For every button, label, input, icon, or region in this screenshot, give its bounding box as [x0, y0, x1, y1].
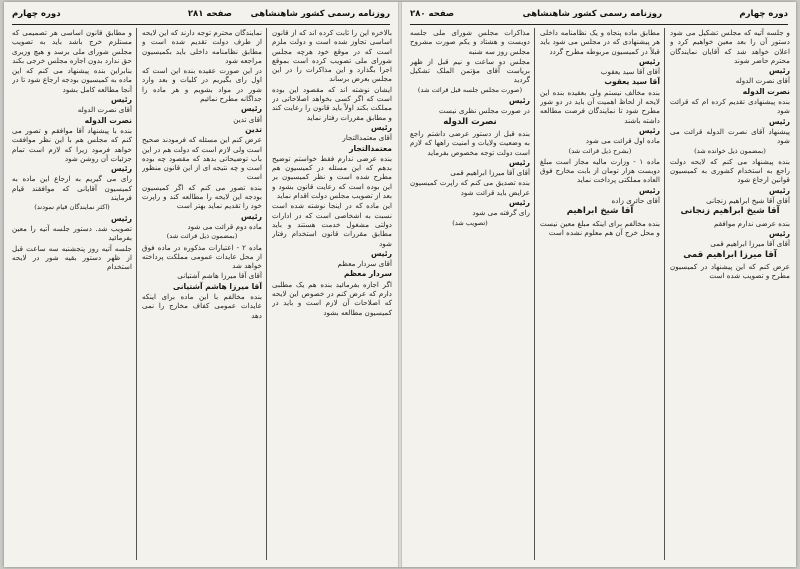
paragraph: بنده مخالفم برای اینکه مبلغ معین نیست و محل خرج آن هم معلوم نشده است [540, 218, 660, 237]
stage-note: (بشرح ذیل قرائت شد) [568, 146, 632, 155]
paragraph: بالاخره این را ثابت کرده اند که از قانون اساسی تجاوز شده است و دولت ملزم است که در موقع خود هرچه مجلس شورای ملی تصویب کرده است بموقع اجرا بگذارد و این مذاکرات را در این مجلس بعرض برساند [272, 28, 392, 84]
newspaper-spread [4, 2, 796, 567]
stage-note: (بمضمون ذیل قرائت شد) [166, 232, 238, 241]
paragraph: بنابراین بنده پیشنهاد می کنم که این ماده به کمیسیون بودجه ارجاع شود تا در آنجا مطالعه کامل بشود [12, 66, 132, 94]
header-session-title: دوره چهارم [12, 9, 61, 19]
speaker-label: رئیس [508, 157, 530, 167]
paragraph: آقای آقا سید یعقوب [600, 67, 660, 77]
stage-note: (تصویب شد) [452, 218, 488, 227]
paragraph: رای می گیریم به ارجاع این ماده به کمیسیون آقایانی که موافقند قیام فرمایند [12, 174, 132, 203]
paragraph: آقای تدین [233, 114, 262, 124]
paragraph: بنده عرضی ندارم فقط خواستم توضیح بدهم که این مسئله در کمیسیون هم مطرح شده است و نظر کمیسیون بر این بوده است که رعایت قانون بشود و بعد از تصویب مجلس دولت اقدام نماید [272, 153, 392, 201]
speaker-heading: آقا شیخ ابراهیم زنجانی [680, 206, 780, 217]
paragraph: مجلس دو ساعت و نیم قبل از ظهر بریاست آقای مؤتمن الملک تشکیل گردید [410, 56, 530, 85]
stage-note: (صورت مجلس جلسه قبل قرائت شد) [417, 85, 523, 94]
paragraph: تصویب شد. دستور جلسه آتیه را معین بفرمائید [12, 223, 132, 243]
paragraph: عرض کنم که این پیشنهاد در کمیسیون مطرح و تصویب شده است [670, 261, 790, 281]
paragraph: بنده مخالف نیستم ولی بعقیده بنده این لایحه از لحاظ اهمیت آن باید در دو شور مطرح شود تا نمایندگان فرصت مطالعه داشته باشند [540, 87, 660, 125]
paragraph: آقای آقا میرزا ابراهیم قمی [710, 239, 790, 249]
page-header [410, 9, 788, 23]
paragraph: آقای حائری زاده [611, 196, 660, 206]
right-page [402, 2, 796, 567]
paragraph: نمایندگان محترم توجه دارند که این لایحه از طرف دولت تقدیم شده است و مطابق نظامنامه داخلی باید بکمیسیون مراجعه شود [142, 28, 262, 65]
paragraph: جلسه آتیه روز پنجشنبه سه ساعت قبل از ظهر دستور بقیه شور در لایحه استخدام [12, 243, 132, 272]
header-journal-title: روزنامه رسمی کشور شاهنشاهی [522, 9, 662, 19]
paragraph: بنده پیشنهاد می کنم که لایحه دولت راجع به استخدام کشوری به کمیسیون قوانین ارجاع شود [670, 156, 790, 185]
paragraph: بنده عرضی ندارم موافقم [713, 218, 790, 228]
paragraph: ماده دوم قرائت می شود [187, 221, 262, 231]
paragraph: بنده با پیشنهاد آقا موافقم و تصور می کنم که مجلس هم با این نظر موافقت خواهد فرمود زیرا که لازم است تمام جزئیات آن روشن شود [12, 125, 132, 163]
paragraph: بنده تصور می کنم که اگر کمیسیون بودجه این لایحه را مطالعه کند و راپرت خود را تقدیم نماید بهتر است [142, 182, 262, 211]
speaker-label: آقا میرزا هاشم آشتیانی [172, 281, 262, 291]
text-column-1 [670, 28, 790, 560]
paragraph: ایشان نوشته اند که مقصود این بوده است که اگر کسی بخواهد اصلاحاتی در مملکت بکند اولاً باید قانون را رعایت کند و مطابق مقررات رفتار نماید [272, 84, 392, 122]
paragraph: در این صورت عقیده بنده این است که اول رای بگیریم در کلیات و بعد وارد شور در مواد بشویم و هر ماده را جداگانه مطرح نمائیم [142, 66, 262, 104]
speaker-label: رئیس [768, 185, 790, 195]
speaker-label: رئیس [240, 104, 262, 114]
paragraph: آقای نصرت الدوله [735, 76, 790, 86]
paragraph: آقای سردار معظم [337, 259, 392, 269]
paragraph: این ماده که در اینجا نوشته شده است نسبت به اشخاصی است که در ادارات دولتی مشغول خدمت هستند و باید مطابق مقررات قانون استخدام رفتار شود [272, 201, 392, 248]
speaker-label: سردار معظم [343, 269, 392, 279]
paragraph: و جلسه آتیه که مجلس تشکیل می شود دستور آن را بعد معین خواهیم کرد و اعلان خواهد شد که آقایان نمایندگان محترم حاضر شوند [670, 28, 790, 65]
speaker-label: تدین [245, 124, 262, 134]
speaker-heading: نصرت الدوله [443, 116, 497, 127]
paragraph: آقای آقا شیخ ابراهیم زنجانی [706, 196, 790, 206]
paragraph: آقای آقا میرزا ابراهیم قمی [450, 168, 530, 178]
speaker-label: رئیس [638, 56, 660, 66]
left-page [4, 2, 398, 567]
paragraph: بنده تصدیق می کنم که راپرت کمیسیون عرایض باید قرائت شود [410, 178, 530, 197]
text-column-1 [272, 28, 392, 560]
paragraph: رای گرفته می شود [472, 208, 530, 218]
speaker-label: آقا سید یعقوب [604, 77, 660, 87]
speaker-label: رئیس [768, 228, 790, 238]
column-divider [266, 28, 267, 560]
speaker-label: نصرت الدوله [742, 86, 790, 96]
stage-note: (بمضمون ذیل خوانده شد) [694, 146, 766, 155]
speaker-label: رئیس [240, 211, 262, 221]
speaker-label: نصرت الدوله [84, 115, 132, 125]
column-divider [136, 28, 137, 560]
paragraph: در صورت مجلس نظری نیست [438, 106, 530, 116]
speaker-label: رئیس [508, 96, 530, 106]
speaker-label: رئیس [768, 116, 790, 126]
speaker-label: رئیس [768, 66, 790, 76]
speaker-label: رئیس [370, 122, 392, 132]
paragraph: آقای نصرت الدوله [77, 105, 132, 115]
speaker-heading: آقا شیخ ابراهیم [566, 206, 634, 217]
paragraph: بنده پیشنهادی تقدیم کرده ام که قرائت شود [670, 97, 790, 116]
paragraph: آقای معتمدالتجار [342, 133, 392, 143]
header-page-number: صفحه ۲۸۰ [410, 9, 455, 19]
stage-note: (اکثر نمایندگان قیام نمودند) [34, 203, 110, 212]
paragraph: و مطابق قانون اساسی هر تصمیمی که مستلزم خرج باشد باید به تصویب مجلس شورای ملی برسد و هیچ وزیری حق ندارد بدون اجازه مجلس خرجی بکند [12, 28, 132, 65]
speaker-label: رئیس [508, 198, 530, 208]
paragraph: آقای آقا میرزا هاشم آشتیانی [177, 271, 262, 281]
speaker-label: رئیس [110, 213, 132, 223]
speaker-label: رئیس [638, 125, 660, 135]
header-rule [12, 24, 390, 25]
text-column-2 [540, 28, 660, 560]
paragraph: عرض کنم این مسئله که فرمودند صحیح است ولی لازم است که دولت هم در این باب توضیحاتی بدهد که مقصود چه بوده است و چه نتیجه ای از این قانون منظور است [142, 135, 262, 182]
column-divider [534, 28, 535, 560]
header-session-title: دوره چهارم [739, 9, 788, 19]
paragraph: مطابق ماده پنجاه و یک نظامنامه داخلی هر پیشنهادی که در مجلس می شود باید قبلاً در کمیسیون مربوطه مطرح گردد [540, 28, 660, 56]
text-column-3 [12, 28, 132, 560]
speaker-label: رئیس [370, 248, 392, 258]
header-page-number: صفحه ۲۸۱ [187, 9, 232, 19]
header-journal-title: روزنامه رسمی کشور شاهنشاهی [250, 9, 390, 19]
text-column-3 [410, 28, 530, 560]
column-divider [664, 28, 665, 560]
paragraph: ماده اول قرائت می شود [585, 136, 660, 146]
page-header [12, 9, 390, 23]
paragraph: پیشنهاد آقای نصرت الدوله قرائت می شود [670, 126, 790, 146]
paragraph: بنده قبل از دستور عرضی داشتم راجع به وضعیت ولایات و امنیت راهها که لازم است دولت توجه مخصوص بفرماید [410, 128, 530, 157]
header-rule [410, 24, 788, 25]
speaker-label: رئیس [110, 164, 132, 174]
speaker-label: رئیس [638, 185, 660, 195]
paragraph: ماده ۲ - اعتبارات مذکوره در ماده فوق از محل عایدات عمومی مملکت پرداخته خواهد شد [142, 242, 262, 271]
paragraph: ماده ۱ - وزارت مالیه مجاز است مبلغ دویست هزار تومان از بابت مخارج فوق العاده مملکتی پرداخت نماید [540, 156, 660, 185]
speaker-label: رئیس [110, 95, 132, 105]
paragraph: اگر اجازه بفرمائید بنده هم یک مطلبی دارم که عرض کنم در خصوص این لایحه که اصلاحات آن لازم است و باید در کمیسیون مطالعه بشود [272, 279, 392, 317]
paragraph: بنده مخالفم با این ماده برای اینکه عایدات عمومی کفاف مخارج را نمی دهد [142, 292, 262, 320]
speaker-label: معتمدالتجار [349, 143, 392, 153]
text-column-2 [142, 28, 262, 560]
speaker-heading: آقا میرزا ابراهیم قمی [683, 249, 777, 260]
paragraph: مذاکرات مجلس شورای ملی جلسه دویست و هشتاد و یکم صورت مشروح مجلس روز سه شنبه [410, 28, 530, 56]
